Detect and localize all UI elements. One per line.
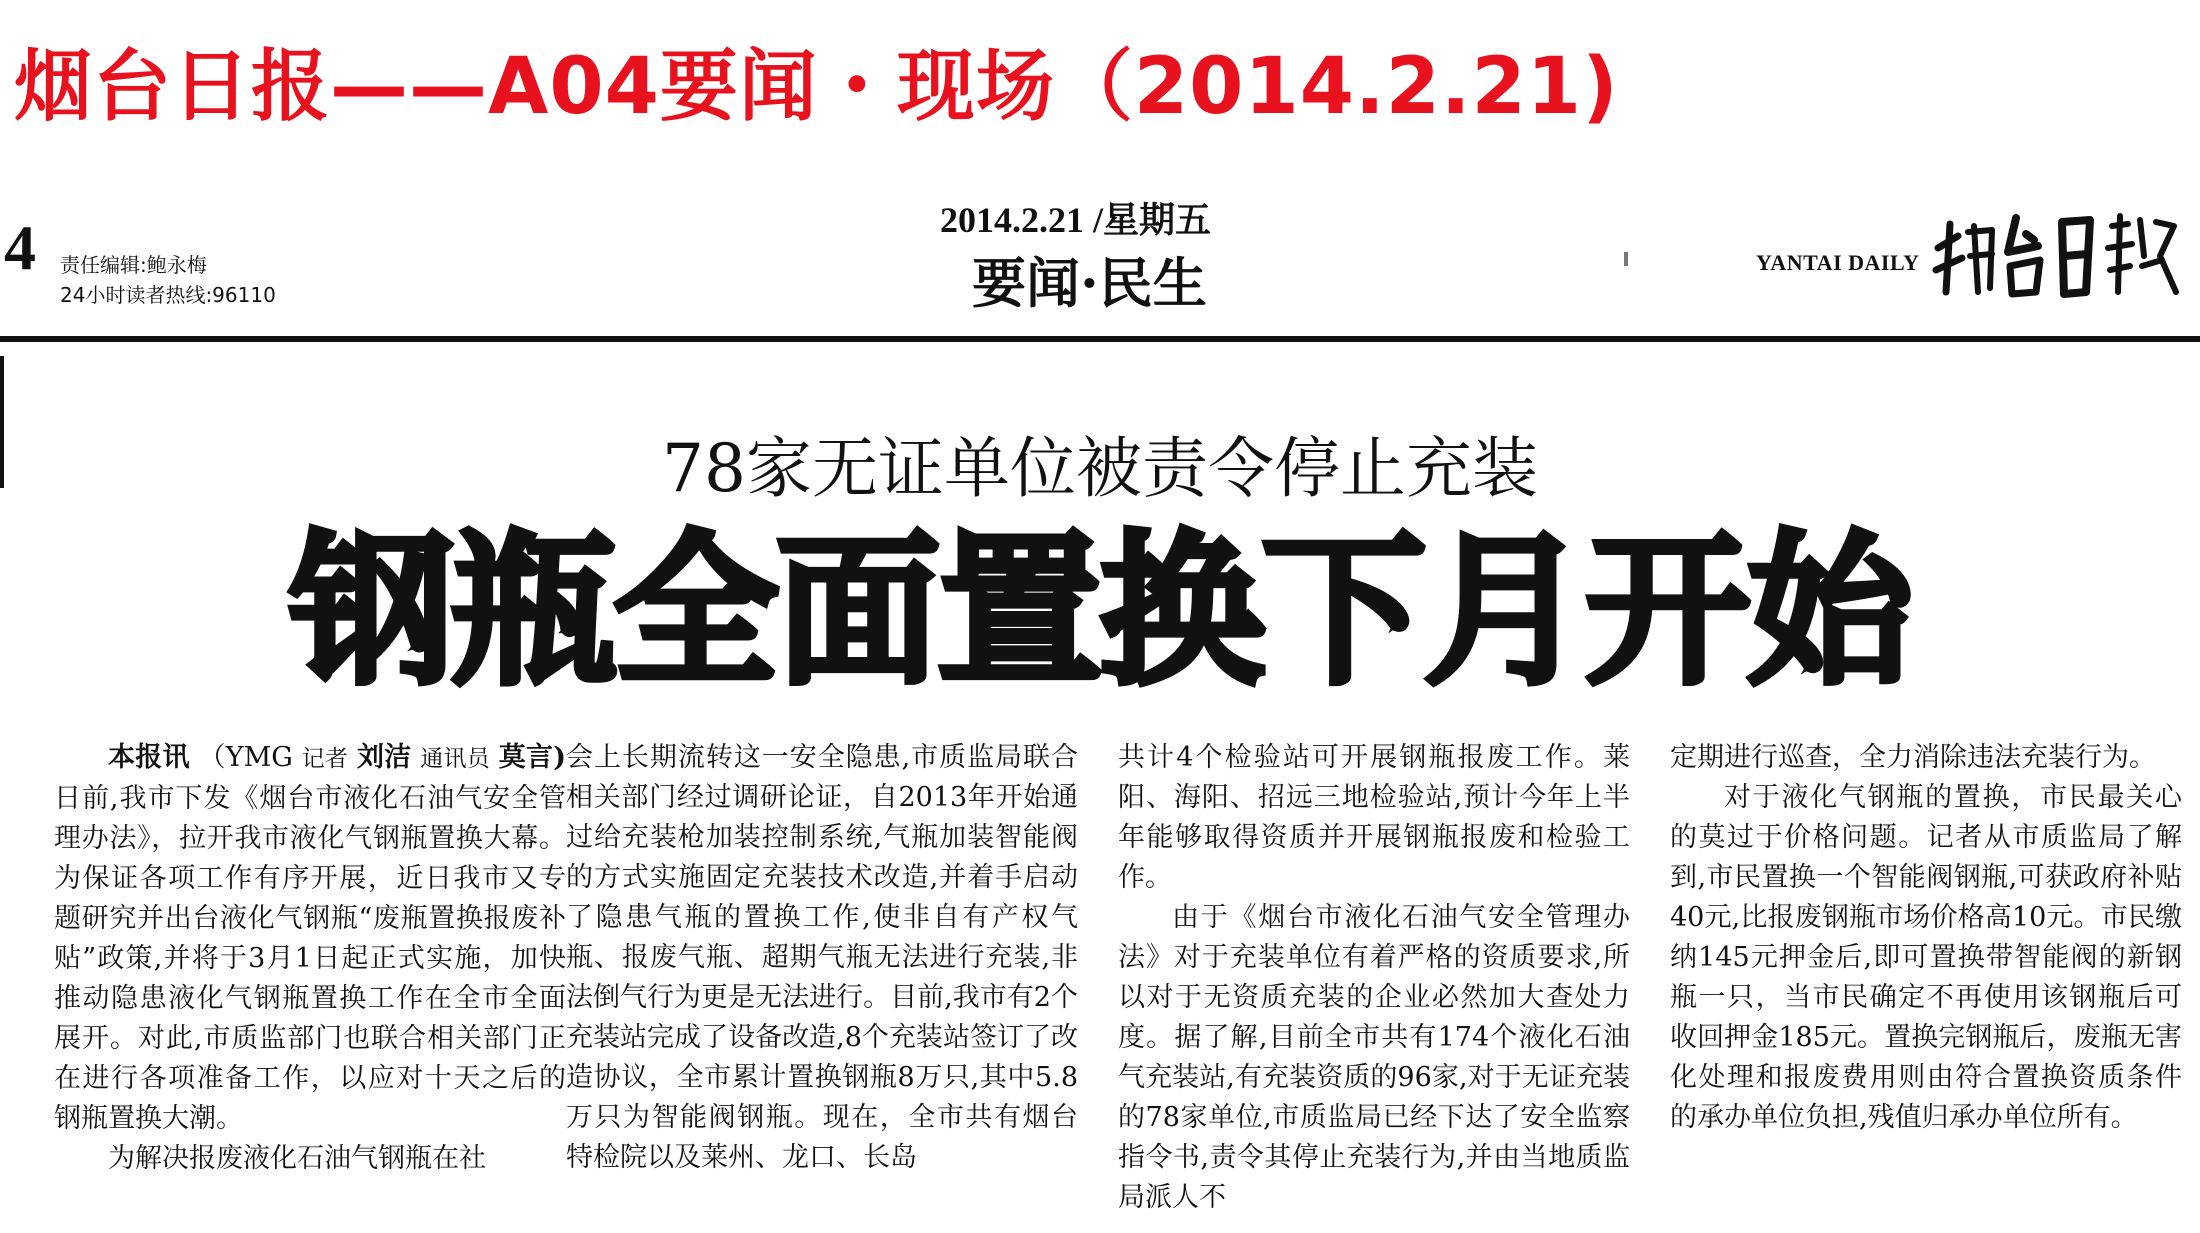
byline-correspondent: 莫言) (498, 742, 567, 773)
paragraph: 会上长期流转这一安全隐患,市质监局联合相关部门经过调研论证，自2013年开始通过给充装枪加装控制系统,气瓶加装智能阀的方式实施固定充装技术改造,并着手启动了隐患气瓶的置换工作,使非自有产权气瓶、报废气瓶、超期气瓶无法进行充装,非法倒气行为更是无法进行。目前,我市有2个充装站完成了设备改造,8个充装站签订了改造协议，全市累计置换钢瓶8万只,其中5.8万只为智能阀钢瓶。现在，全市共有烟台特检院以及莱州、龙口、长岛 (566, 742, 1078, 1173)
byline-reporter: 刘洁 (356, 742, 412, 773)
paragraph: 共计4个检验站可开展钢瓶报废工作。莱阳、海阳、招远三地检验站,预计今年上半年能够取得资质并开展钢瓶报废和检验工作。 (1118, 742, 1630, 893)
byline-agency: （YMG (198, 742, 293, 773)
article-column-4 (1670, 738, 2182, 1138)
header-rule (0, 336, 2200, 342)
editor-info (60, 250, 276, 310)
byline-source: 本报讯 (108, 742, 190, 773)
page-caption: 烟台日报——A04要闻・现场（2014.2.21) (14, 42, 1619, 132)
byline-correspondent-role: 通讯员 (420, 746, 490, 772)
article-subtitle: 78家无证单位被责令停止充装 (662, 430, 1538, 507)
reader-hotline: 24小时读者热线:96110 (60, 283, 276, 307)
article-column-2 (566, 738, 1078, 1178)
paragraph: 由于《烟台市液化石油气安全管理办法》对于充装单位有着严格的资质要求,所以对于无资质充装的企业必然加大查处力度。据了解,目前全市共有174个液化石油气充装站,有充装资质的96家,对于无证充装的78家单位,市质监局已经下达了安全监察指令书,责令其停止充装行为,并由当地质监局派人不 (1118, 902, 1630, 1213)
article-title: 钢瓶全面置换下月开始 (289, 516, 1910, 707)
article-column-3 (1118, 738, 1630, 1218)
paragraph: 对于液化气钢瓶的置换，市民最关心的莫过于价格问题。记者从市质监局了解到,市民置换一个智能阀钢瓶,可获政府补贴40元,比报废钢瓶市场价格高10元。市民缴纳145元押金后,即可置换带智能阀的新钢瓶一只，当市民确定不再使用该钢瓶后可收回押金185元。置换完钢瓶后，废瓶无害化处理和报废费用则由符合置换资质条件的承办单位负担,残值归承办单位所有。 (1670, 782, 2182, 1133)
lead-text: 日前,我市下发《烟台市液化石油气安全管理办法》，拉开我市液化气钢瓶置换大幕。为保证各项工作有序开展，近日我市又专题研究并出台液化气钢瓶“废瓶置换报废补贴”政策,并将于3月1日起正式实施，加快推动隐患液化气钢瓶置换工作在全市全面展开。对此,市质监部门也联合相关部门正在进行各项准备工作，以应对十天之后的钢瓶置换大潮。 (54, 783, 566, 1134)
article-column-1 (54, 738, 566, 1179)
paragraph: 定期进行巡查，全力消除违法充装行为。 (1670, 742, 2156, 773)
masthead-calligraphy-logo (1930, 196, 2180, 306)
paragraph: 为解决报废液化石油气钢瓶在社 (108, 1143, 486, 1174)
byline-reporter-role: 记者 (301, 746, 349, 772)
section-name: 要闻·民生 (972, 251, 1207, 315)
page-number: 4 (4, 212, 36, 283)
editor-name: 责任编辑:鲍永梅 (60, 253, 207, 277)
masthead-english: YANTAI DAILY (1756, 250, 1920, 275)
print-mark (1624, 252, 1628, 266)
lead-paragraph (54, 738, 566, 1139)
issue-date: 2014.2.21 /星期五 (940, 200, 1212, 240)
